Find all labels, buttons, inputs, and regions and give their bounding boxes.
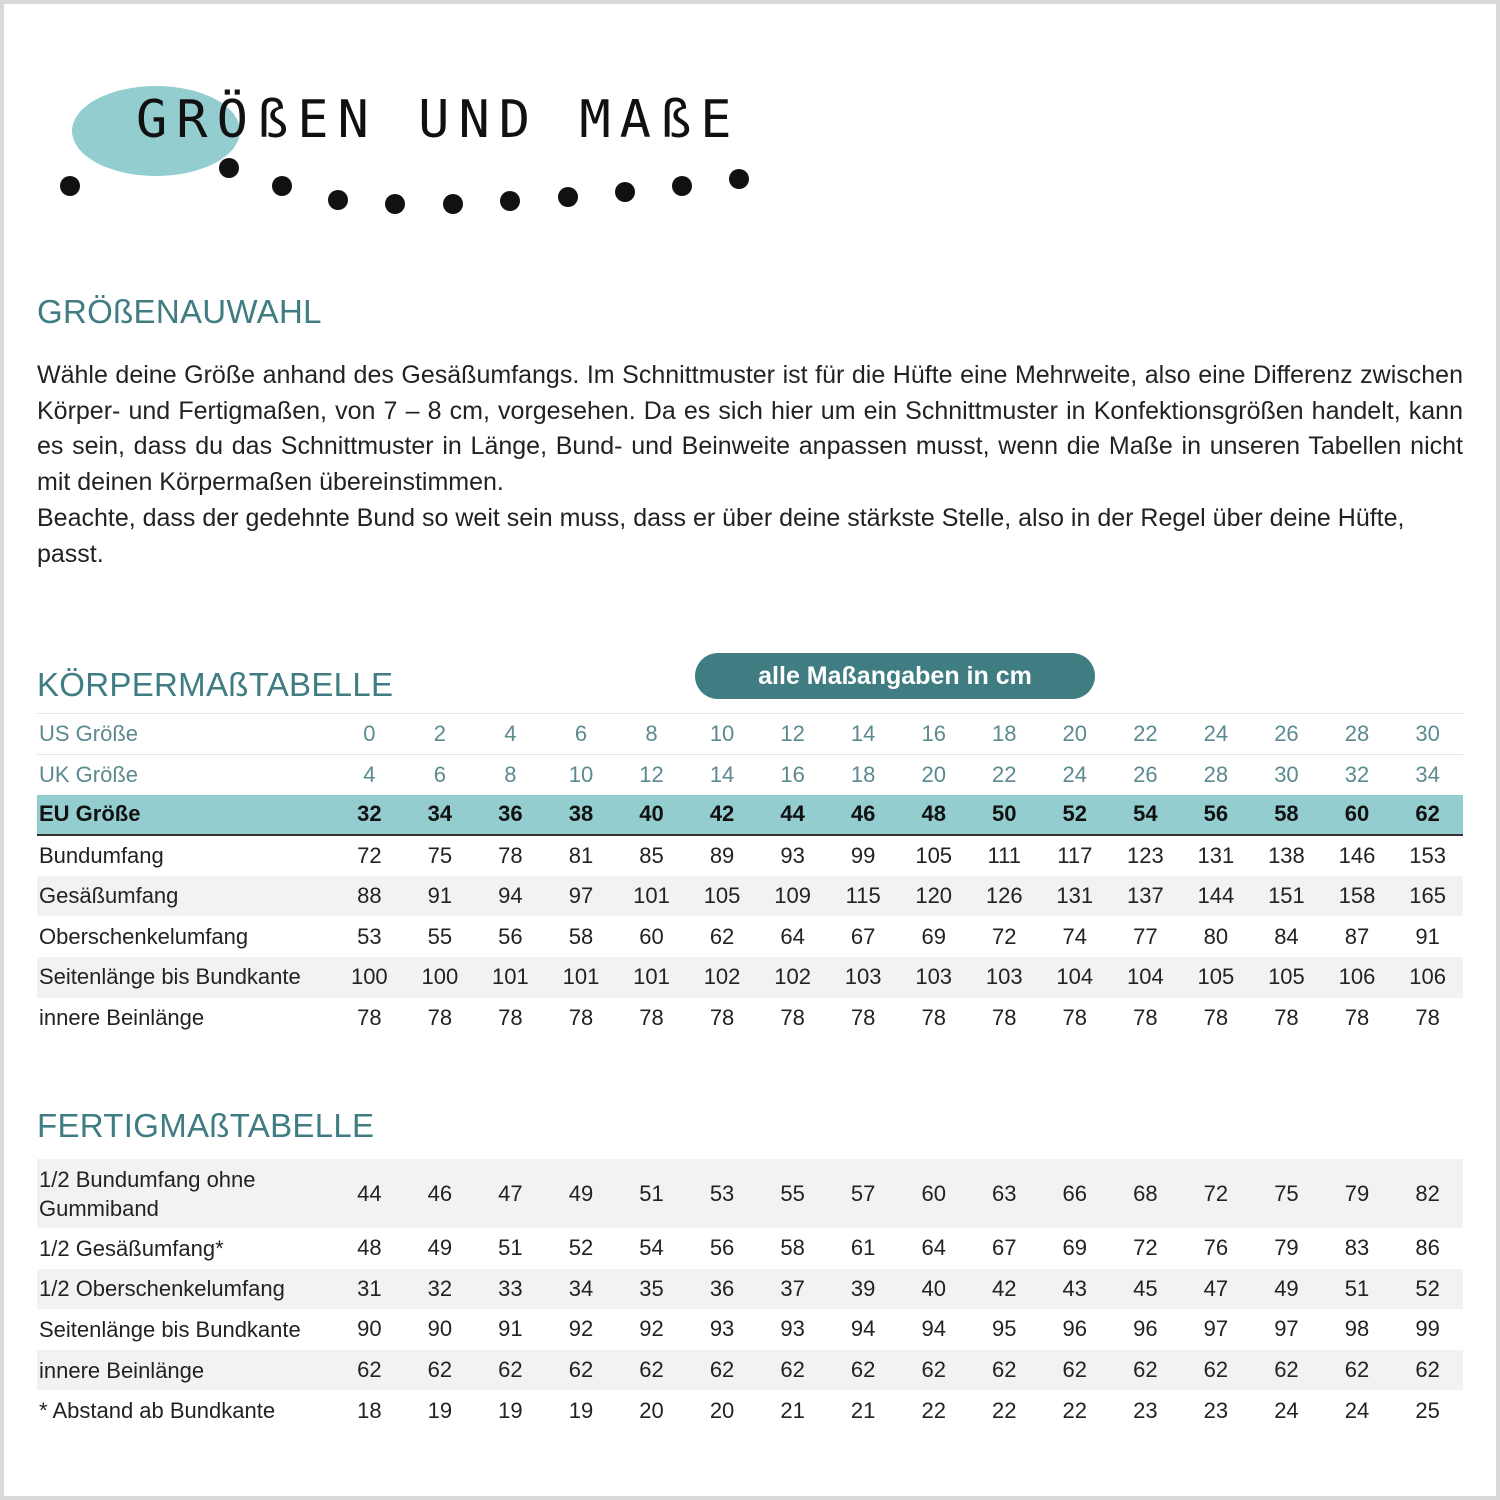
table-cell: 83 [1344, 1235, 1370, 1261]
table-cell: 18 [357, 1397, 382, 1423]
table-cell: 63 [969, 1159, 1040, 1228]
table-cell: 62 [969, 1350, 1040, 1391]
row-label: innere Beinlänge [37, 1350, 334, 1391]
table-cell: 10 [687, 714, 758, 755]
table-cell: 54 [1110, 795, 1181, 836]
table-cell: 33 [475, 1269, 546, 1310]
table-cell: 61 [850, 1235, 876, 1261]
table-cell: 30 [1392, 714, 1463, 755]
table-cell: 131 [1197, 843, 1235, 869]
table-cell: 24 [1344, 1397, 1370, 1423]
table-cell: 31 [334, 1269, 405, 1310]
table-row [37, 1309, 1463, 1350]
table-cell: 56 [1181, 795, 1252, 836]
table-cell: 106 [1322, 957, 1393, 998]
table-cell: 49 [427, 1235, 453, 1261]
table-cell: 69 [921, 923, 946, 949]
table-cell: 62 [1181, 1350, 1252, 1391]
table-cell: 62 [1322, 1350, 1393, 1391]
table-cell: 56 [498, 923, 523, 949]
table-cell: 62 [616, 1350, 687, 1391]
table-row [37, 1228, 1463, 1269]
table-cell: 39 [828, 1269, 899, 1310]
row-label: Bundumfang [39, 843, 164, 869]
table-cell: 62 [687, 1350, 758, 1391]
intro-paragraph: Wähle deine Größe anhand des Gesäßumfangs. Im Schnittmuster ist für die Hüfte eine Mehrweite, also eine Differenz zwischen Körper- und Fertigmaßen, von 7 – 8 cm, vorgesehen. Da es sich hier um ein Schnittmuster in Konfektionsgrößen handelt, kann es sein, dass du das Schnittmuster in Länge, Bund- und Beinweite anpassen musst, wenn die Maße in unseren Tabellen nicht mit deinen Körpermaßen übereinstimmen. [37, 361, 1463, 497]
table-row [37, 754, 1463, 795]
table-cell: 58 [780, 1235, 805, 1261]
table-cell: 53 [357, 923, 382, 949]
table-cell: 88 [334, 876, 405, 917]
table-cell: 84 [1274, 923, 1299, 949]
table-cell: 69 [1062, 1235, 1088, 1261]
table-cell: 34 [546, 1269, 617, 1310]
table-cell: 74 [1062, 923, 1088, 949]
page-title: GRÖßEN UND MAßE [136, 90, 741, 150]
table-cell: 62 [898, 1350, 969, 1391]
table-cell: 90 [357, 1316, 382, 1342]
table-cell: 102 [687, 957, 758, 998]
table-cell: 92 [568, 1316, 594, 1342]
table-cell: 101 [616, 876, 687, 917]
table-cell: 62 [1040, 1350, 1111, 1391]
table-cell: 24 [1274, 1397, 1299, 1423]
table-cell: 8 [616, 714, 687, 755]
table-cell: 62 [1251, 1350, 1322, 1391]
table-cell: 57 [828, 1159, 899, 1228]
table-cell: 4 [475, 714, 546, 755]
table-cell: 6 [546, 714, 617, 755]
unit-badge: alle Maßangaben in cm [695, 653, 1095, 699]
table-cell: 62 [1110, 1350, 1181, 1391]
table-row [37, 835, 1463, 876]
table-cell: 48 [898, 795, 969, 836]
table-cell: 92 [639, 1316, 664, 1342]
table-cell: 30 [1251, 754, 1322, 795]
table-cell: 78 [850, 1004, 876, 1030]
table-cell: 4 [334, 754, 405, 795]
row-label: UK Größe [37, 754, 334, 795]
table-cell: 126 [969, 876, 1040, 917]
table-cell: 37 [757, 1269, 828, 1310]
table-cell: 24 [1040, 754, 1111, 795]
table-cell: 40 [898, 1269, 969, 1310]
table-cell: 111 [987, 843, 1021, 869]
table-cell: 2 [405, 714, 476, 755]
table-cell: 12 [757, 714, 828, 755]
table-row [37, 1390, 1463, 1431]
table-cell: 93 [780, 1316, 805, 1342]
table-cell: 46 [828, 795, 899, 836]
table-cell: 64 [921, 1235, 946, 1261]
table-cell: 60 [898, 1159, 969, 1228]
table-cell: 16 [757, 754, 828, 795]
table-cell: 26 [1251, 714, 1322, 755]
table-cell: 100 [405, 957, 476, 998]
table-cell: 32 [405, 1269, 476, 1310]
table-cell: 105 [915, 843, 953, 869]
table-cell: 105 [1181, 957, 1252, 998]
row-label: * Abstand ab Bundkante [39, 1398, 276, 1424]
table-row [37, 957, 1463, 998]
table-cell: 20 [639, 1397, 664, 1423]
table-cell: 94 [475, 876, 546, 917]
table-cell: 75 [1251, 1159, 1322, 1228]
table-cell: 120 [898, 876, 969, 917]
finished-measurements-table [37, 1159, 1463, 1431]
table-cell: 76 [1203, 1235, 1229, 1261]
table-cell: 62 [1392, 795, 1463, 836]
table-cell: 55 [757, 1159, 828, 1228]
table-cell: 78 [992, 1004, 1017, 1030]
table-cell: 72 [992, 923, 1017, 949]
table-cell: 34 [405, 795, 476, 836]
table-cell: 78 [357, 1004, 382, 1030]
table-cell: 104 [1040, 957, 1111, 998]
table-cell: 79 [1274, 1235, 1299, 1261]
table-cell: 94 [921, 1316, 946, 1342]
table-cell: 44 [334, 1159, 405, 1228]
table-cell: 32 [334, 795, 405, 836]
table-cell: 78 [1062, 1004, 1088, 1030]
table-cell: 97 [1203, 1316, 1229, 1342]
table-cell: 144 [1181, 876, 1252, 917]
table-row [37, 998, 1463, 1039]
table-cell: 117 [1057, 843, 1093, 869]
table-cell: 8 [475, 754, 546, 795]
table-cell: 68 [1110, 1159, 1181, 1228]
table-cell: 34 [1392, 754, 1463, 795]
table-cell: 105 [1251, 957, 1322, 998]
table-cell: 19 [568, 1397, 594, 1423]
body-table-heading: KÖRPERMAßTABELLE [37, 666, 394, 703]
table-cell: 94 [850, 1316, 876, 1342]
table-cell: 21 [850, 1397, 876, 1423]
table-cell: 22 [921, 1397, 946, 1423]
row-label: Seitenlänge bis Bundkante [39, 1316, 301, 1342]
table-cell: 62 [828, 1350, 899, 1391]
table-cell: 106 [1392, 957, 1463, 998]
table-cell: 97 [1274, 1316, 1299, 1342]
table-cell: 49 [546, 1159, 617, 1228]
table-cell: 38 [546, 795, 617, 836]
table-cell: 78 [709, 1004, 735, 1030]
table-cell: 78 [1344, 1004, 1370, 1030]
table-cell: 78 [921, 1004, 946, 1030]
table-cell: 23 [1203, 1397, 1229, 1423]
table-cell: 78 [1415, 1004, 1440, 1030]
table-cell: 97 [546, 876, 617, 917]
table-cell: 151 [1251, 876, 1322, 917]
table-cell: 109 [757, 876, 828, 917]
table-cell: 103 [828, 957, 899, 998]
table-cell: 40 [616, 795, 687, 836]
table-cell: 78 [1274, 1004, 1299, 1030]
table-row [37, 1159, 1463, 1228]
table-cell: 50 [969, 795, 1040, 836]
table-cell: 54 [639, 1235, 664, 1261]
table-cell: 90 [427, 1316, 453, 1342]
table-cell: 28 [1322, 714, 1393, 755]
table-cell: 64 [780, 923, 805, 949]
table-cell: 12 [616, 754, 687, 795]
table-cell: 78 [1203, 1004, 1229, 1030]
table-cell: 103 [898, 957, 969, 998]
table-cell: 28 [1181, 754, 1252, 795]
table-cell: 96 [1062, 1316, 1088, 1342]
table-cell: 58 [1251, 795, 1322, 836]
table-row [37, 916, 1463, 957]
table-cell: 47 [475, 1159, 546, 1228]
table-cell: 62 [709, 923, 735, 949]
row-label: 1/2 Oberschenkelumfang [37, 1269, 334, 1310]
table-cell: 62 [757, 1350, 828, 1391]
row-label: EU Größe [37, 795, 334, 836]
table-cell: 153 [1409, 843, 1446, 869]
table-cell: 60 [1322, 795, 1393, 836]
table-cell: 52 [1040, 795, 1111, 836]
table-cell: 96 [1133, 1316, 1158, 1342]
table-cell: 91 [1415, 923, 1440, 949]
body-measurements-table [37, 713, 1463, 1038]
table-cell: 26 [1110, 754, 1181, 795]
table-cell: 23 [1133, 1397, 1158, 1423]
table-cell: 46 [405, 1159, 476, 1228]
table-cell: 62 [405, 1350, 476, 1391]
table-cell: 22 [992, 1397, 1017, 1423]
table-row [37, 1350, 1463, 1391]
table-cell: 100 [334, 957, 405, 998]
table-cell: 21 [780, 1397, 805, 1423]
table-cell: 93 [709, 1316, 735, 1342]
table-cell: 165 [1392, 876, 1463, 917]
table-cell: 44 [757, 795, 828, 836]
table-row [37, 714, 1463, 755]
table-cell: 42 [969, 1269, 1040, 1310]
table-cell: 32 [1322, 754, 1393, 795]
table-cell: 22 [969, 754, 1040, 795]
row-label: Seitenlänge bis Bundkante [37, 957, 334, 998]
table-cell: 158 [1322, 876, 1393, 917]
table-cell: 22 [1110, 714, 1181, 755]
table-cell: 42 [687, 795, 758, 836]
finished-table-heading: FERTIGMAßTABELLE [37, 1107, 375, 1144]
intro-paragraph-note: Beachte, dass der gedehnte Bund so weit sein muss, dass er über deine stärkste Stelle, also in der Regel über deine Hüfte, passt. [37, 503, 1405, 568]
table-cell: 79 [1322, 1159, 1393, 1228]
table-cell: 35 [616, 1269, 687, 1310]
table-cell: 98 [1344, 1316, 1370, 1342]
table-cell: 78 [427, 1004, 453, 1030]
table-cell: 104 [1110, 957, 1181, 998]
table-cell: 20 [1040, 714, 1111, 755]
table-cell: 78 [498, 843, 523, 869]
table-cell: 78 [498, 1004, 523, 1030]
table-cell: 55 [427, 923, 453, 949]
table-cell: 115 [828, 876, 899, 917]
table-row [37, 876, 1463, 917]
table-cell: 14 [687, 754, 758, 795]
table-row [37, 795, 1463, 836]
table-cell: 78 [568, 1004, 594, 1030]
table-cell: 78 [780, 1004, 805, 1030]
table-cell: 47 [1181, 1269, 1252, 1310]
table-cell: 36 [475, 795, 546, 836]
table-cell: 87 [1344, 923, 1370, 949]
row-label: innere Beinlänge [39, 1004, 205, 1030]
table-cell: 10 [546, 754, 617, 795]
table-cell: 62 [334, 1350, 405, 1391]
table-cell: 16 [898, 714, 969, 755]
row-label: US Größe [37, 714, 334, 755]
table-cell: 72 [357, 843, 382, 869]
size-selection-text [37, 358, 1463, 572]
table-cell: 67 [992, 1235, 1017, 1261]
table-cell: 48 [357, 1235, 382, 1261]
table-cell: 36 [687, 1269, 758, 1310]
table-cell: 19 [498, 1397, 523, 1423]
table-cell: 14 [828, 714, 899, 755]
table-cell: 75 [427, 843, 453, 869]
table-cell: 138 [1268, 843, 1305, 869]
table-cell: 123 [1126, 843, 1164, 869]
table-cell: 80 [1203, 923, 1229, 949]
table-cell: 72 [1133, 1235, 1158, 1261]
table-cell: 95 [992, 1316, 1017, 1342]
table-cell: 62 [546, 1350, 617, 1391]
table-cell: 51 [616, 1159, 687, 1228]
size-selection-heading: GRÖßENAUWAHL [37, 293, 322, 330]
table-cell: 72 [1181, 1159, 1252, 1228]
row-label: Gesäßumfang [37, 876, 334, 917]
finished-table-body [37, 1159, 1463, 1431]
table-cell: 93 [780, 843, 805, 869]
table-cell: 49 [1251, 1269, 1322, 1310]
row-label: Oberschenkelumfang [39, 923, 249, 949]
table-cell: 89 [709, 843, 735, 869]
table-cell: 52 [1392, 1269, 1463, 1310]
row-label: 1/2 Gesäßumfang* [39, 1235, 224, 1261]
table-cell: 56 [709, 1235, 735, 1261]
table-cell: 24 [1181, 714, 1252, 755]
table-cell: 20 [898, 754, 969, 795]
table-cell: 51 [1322, 1269, 1393, 1310]
table-cell: 146 [1338, 843, 1376, 869]
table-cell: 53 [687, 1159, 758, 1228]
table-cell: 99 [1415, 1316, 1440, 1342]
table-row [37, 1269, 1463, 1310]
row-label: 1/2 Bundumfang ohne Gummiband [37, 1159, 334, 1228]
table-cell: 82 [1392, 1159, 1463, 1228]
table-cell: 102 [757, 957, 828, 998]
table-cell: 25 [1415, 1397, 1440, 1423]
table-cell: 22 [1062, 1397, 1088, 1423]
table-cell: 85 [639, 843, 664, 869]
table-cell: 131 [1040, 876, 1111, 917]
table-cell: 86 [1415, 1235, 1440, 1261]
table-cell: 78 [1133, 1004, 1158, 1030]
table-cell: 52 [568, 1235, 594, 1261]
table-cell: 81 [568, 843, 594, 869]
table-cell: 105 [687, 876, 758, 917]
table-cell: 91 [405, 876, 476, 917]
table-cell: 99 [850, 843, 876, 869]
table-cell: 58 [568, 923, 594, 949]
table-cell: 101 [616, 957, 687, 998]
table-cell: 78 [639, 1004, 664, 1030]
table-cell: 62 [1392, 1350, 1463, 1391]
title-banner [50, 70, 770, 230]
table-cell: 91 [498, 1316, 523, 1342]
table-cell: 66 [1040, 1159, 1111, 1228]
table-cell: 60 [639, 923, 664, 949]
table-cell: 18 [828, 754, 899, 795]
table-cell: 51 [498, 1235, 523, 1261]
table-cell: 62 [475, 1350, 546, 1391]
table-cell: 101 [475, 957, 546, 998]
table-cell: 67 [850, 923, 876, 949]
table-cell: 43 [1040, 1269, 1111, 1310]
table-cell: 103 [969, 957, 1040, 998]
table-cell: 45 [1110, 1269, 1181, 1310]
table-cell: 19 [427, 1397, 453, 1423]
table-cell: 101 [546, 957, 617, 998]
table-cell: 20 [709, 1397, 735, 1423]
table-cell: 137 [1110, 876, 1181, 917]
table-cell: 77 [1133, 923, 1158, 949]
body-table-body [37, 714, 1463, 1039]
table-cell: 18 [969, 714, 1040, 755]
table-cell: 0 [334, 714, 405, 755]
table-cell: 6 [405, 754, 476, 795]
